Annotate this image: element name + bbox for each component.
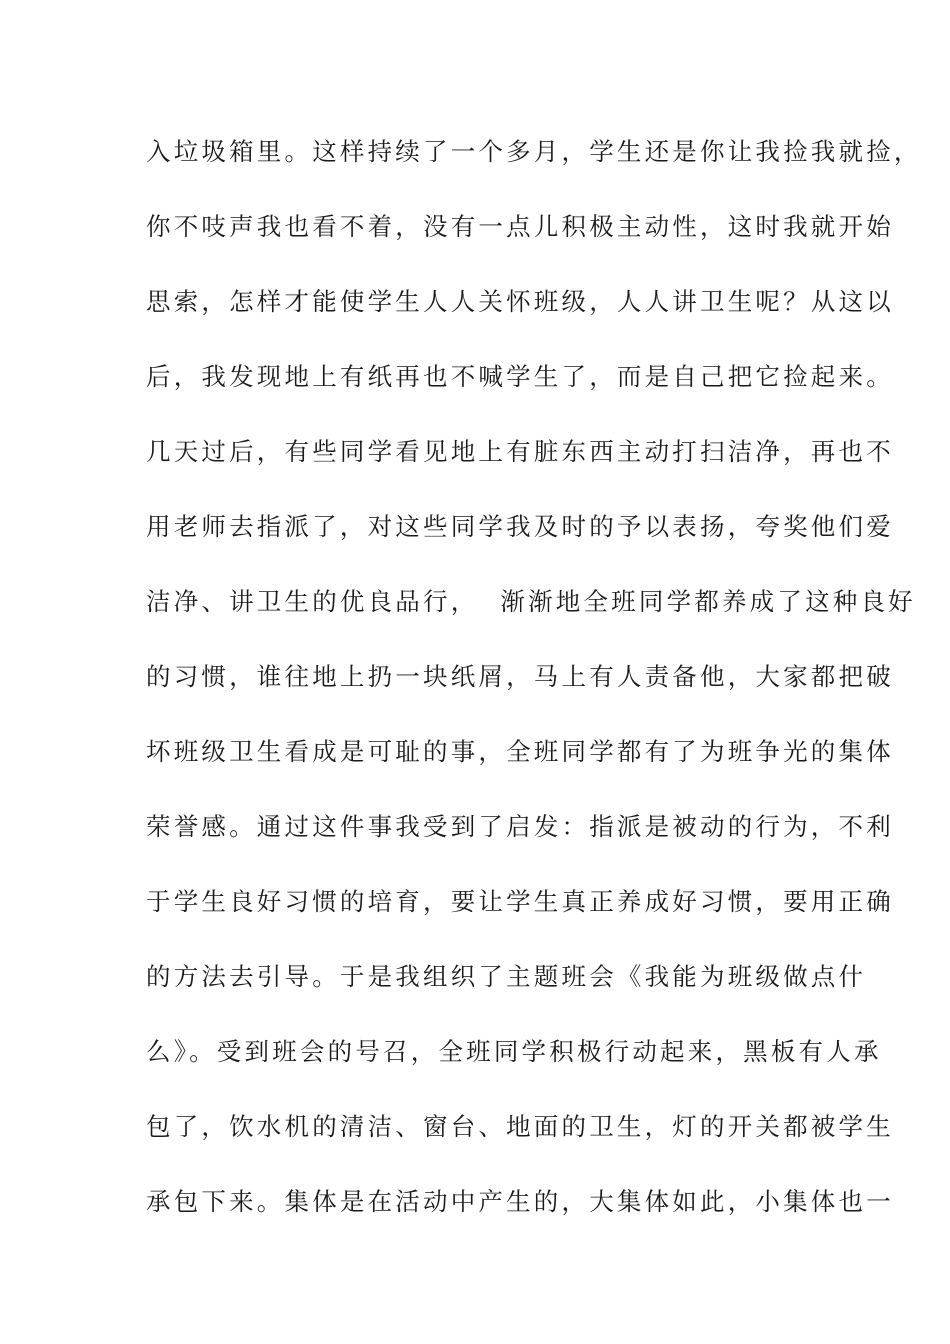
text-line: 荣誉感。通过这件事我受到了启发：指派是被动的行为，不利 — [146, 812, 894, 841]
text-line: 坏班级卫生看成是可耻的事，全班同学都有了为班争光的集体 — [146, 737, 894, 766]
text-line: 承包下来。集体是在活动中产生的，大集体如此，小集体也一 — [146, 1187, 894, 1216]
text-line: 么》。受到班会的号召，全班同学积极行动起来，黑板有人承 — [146, 1037, 882, 1066]
text-line: 于学生良好习惯的培育，要让学生真正养成好习惯，要用正确 — [146, 887, 894, 916]
text-line: 包了，饮水机的清洁、窗台、地面的卫生，灯的开关都被学生 — [146, 1112, 894, 1141]
text-line: 后，我发现地上有纸再也不喊学生了，而是自己把它捡起来。 — [146, 362, 894, 391]
body-text — [146, 130, 922, 1255]
text-line: 的方法去引导。于是我组织了主题班会《我能为班级做点什 — [146, 962, 867, 991]
text-line: 你不吱声我也看不着，没有一点儿积极主动性，这时我就开始 — [146, 212, 894, 241]
text-line: 入垃圾箱里。这样持续了一个多月，学生还是你让我捡我就捡， — [146, 137, 922, 166]
text-line: 几天过后，有些同学看见地上有脏东西主动打扫洁净，再也不 — [146, 437, 894, 466]
text-line: 的习惯，谁往地上扔一块纸屑，马上有人责备他，大家都把破 — [146, 662, 894, 691]
text-line: 用老师去指派了，对这些同学我及时的予以表扬，夸奖他们爱 — [146, 512, 894, 541]
text-line: 洁净、讲卫生的优良品行， 渐渐地全班同学都养成了这种良好 — [146, 587, 916, 616]
text-line: 思索，怎样才能使学生人人关怀班级，人人讲卫生呢？从这以 — [146, 287, 894, 316]
